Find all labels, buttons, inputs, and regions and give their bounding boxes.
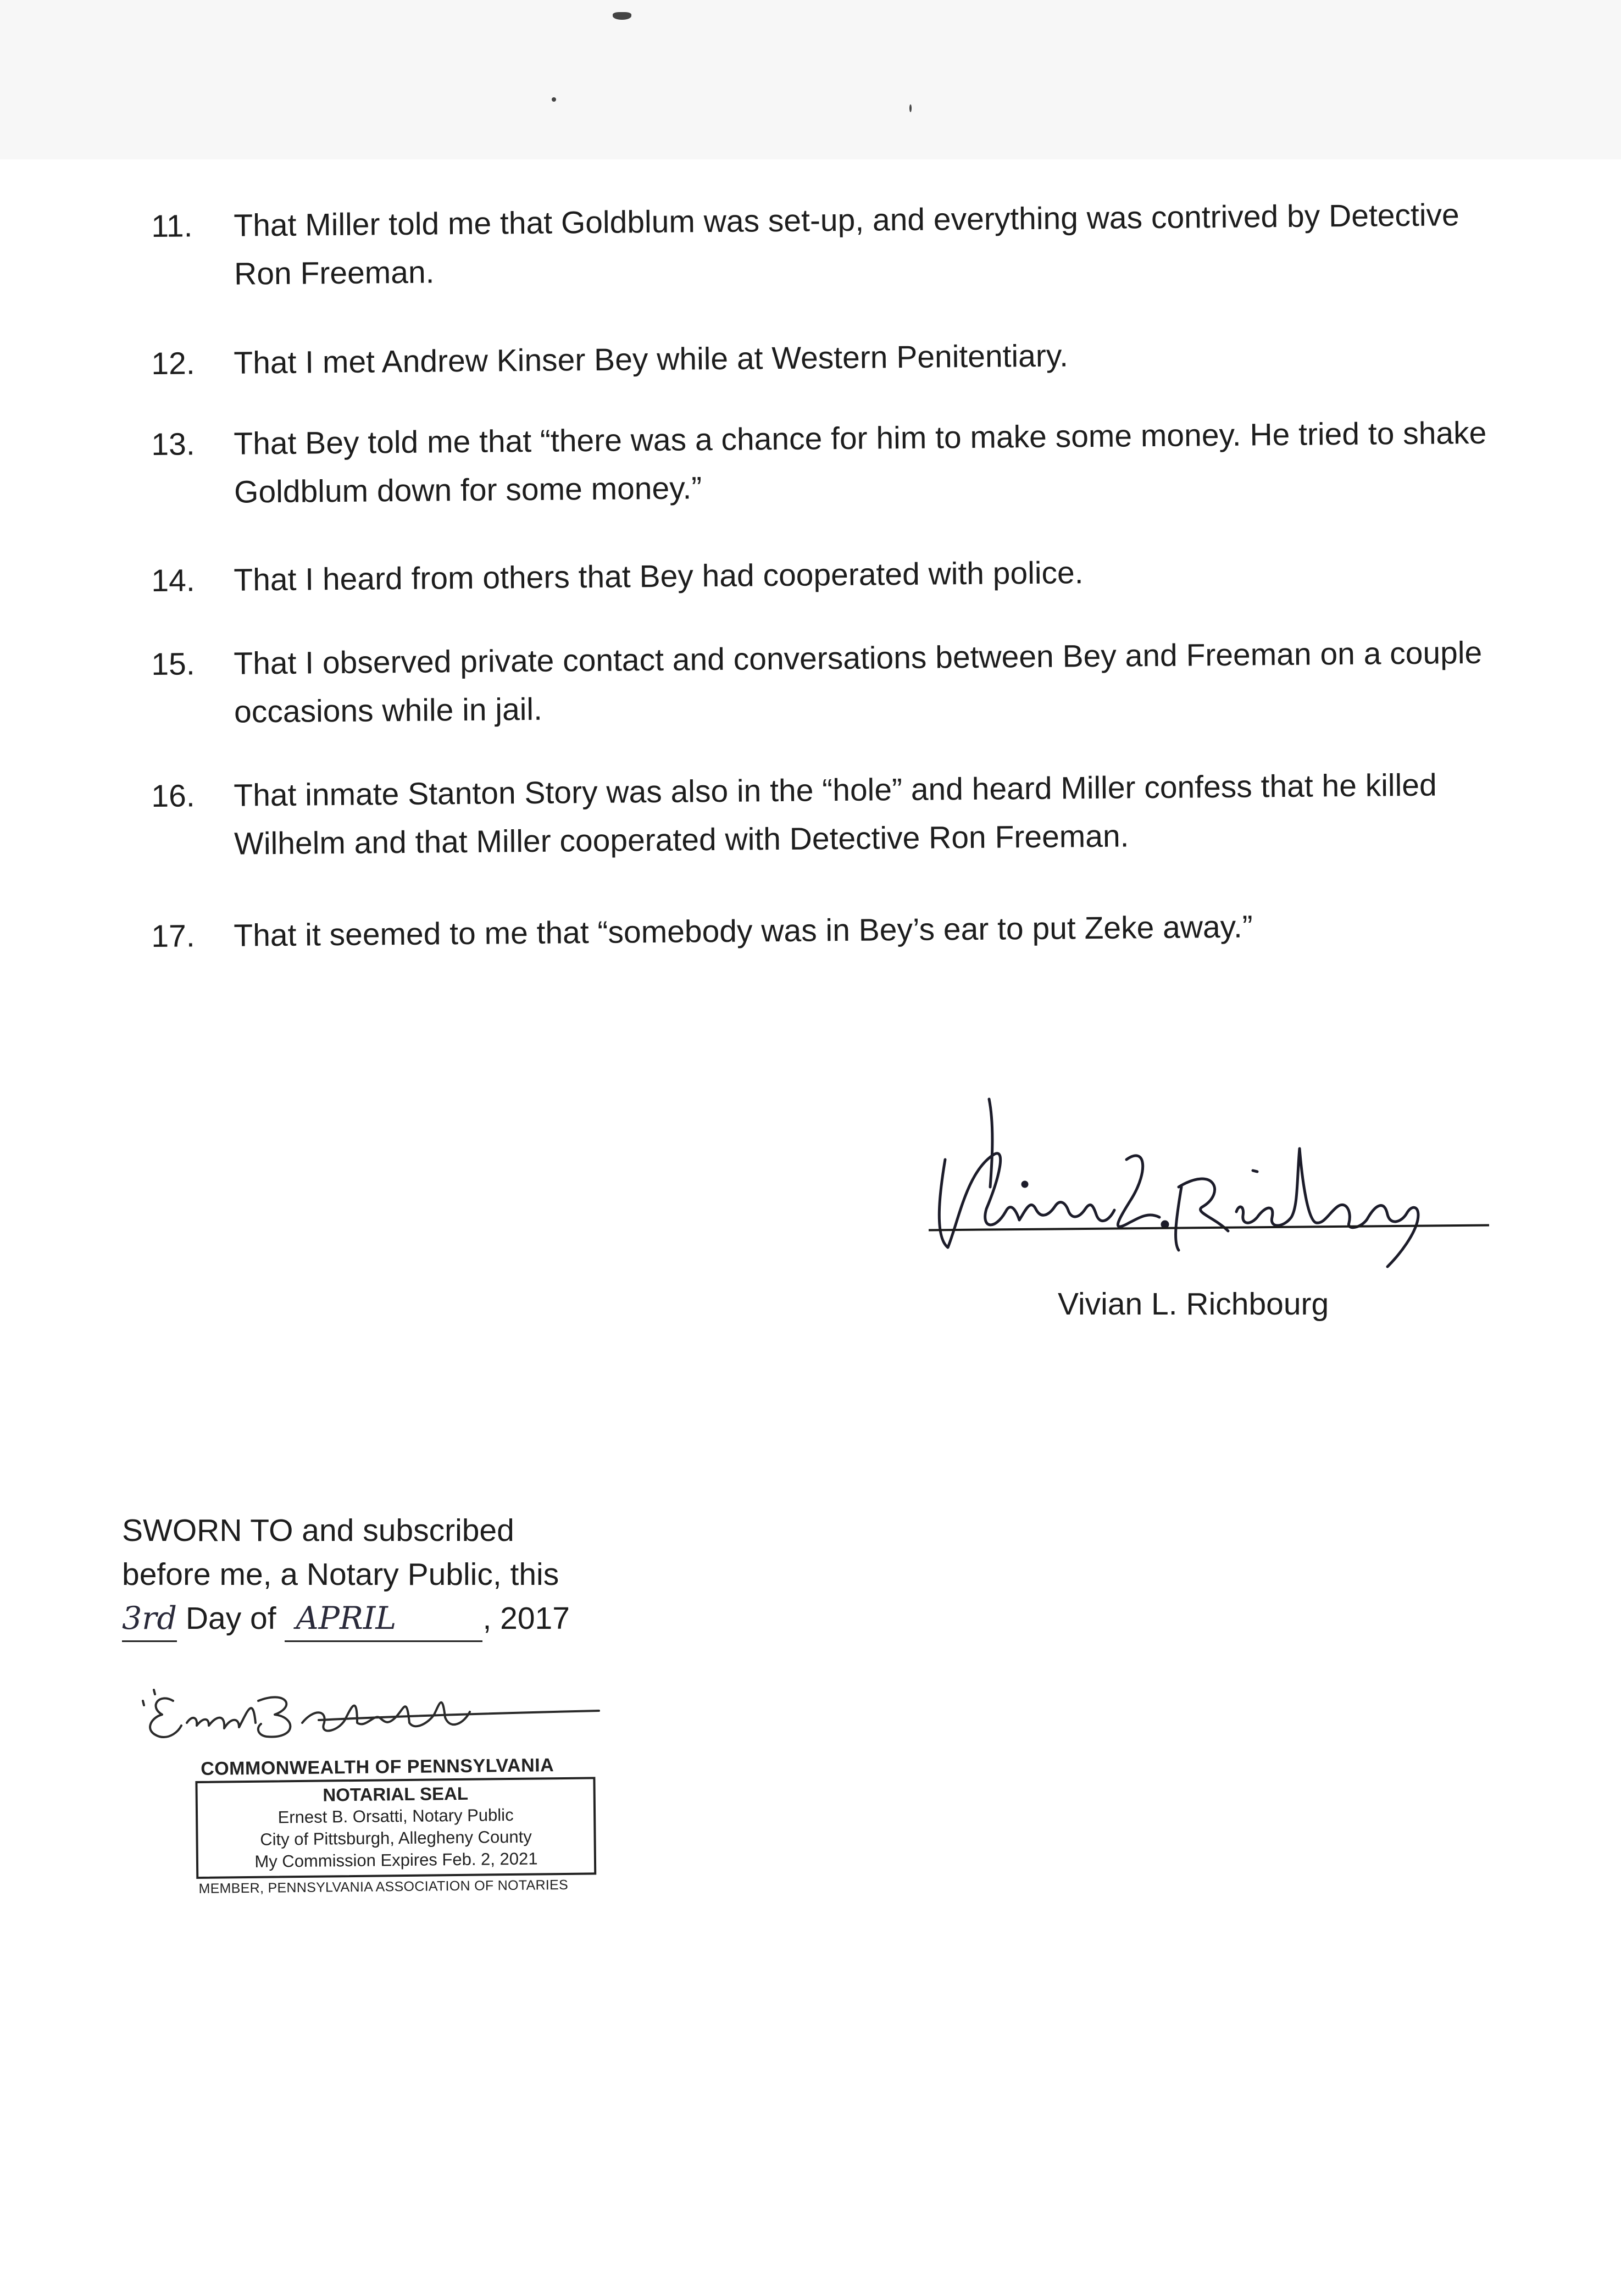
seal-notary-name: Ernest B. Orsatti, Notary Public (277, 1805, 514, 1827)
statement-number: 16. (151, 778, 195, 814)
jurat-year: , 2017 (482, 1601, 570, 1636)
statement-number: 17. (151, 918, 195, 954)
jurat-line-1: SWORN TO and subscribed (122, 1513, 514, 1548)
jurat-block (122, 1509, 671, 1642)
scan-speck (909, 104, 912, 112)
signer-name: Vivian L. Richbourg (1058, 1286, 1329, 1322)
seal-title: NOTARIAL SEAL (323, 1783, 469, 1805)
statement-number: 13. (151, 426, 195, 462)
statement-number: 14. (151, 563, 195, 598)
statement-number: 11. (151, 208, 193, 244)
notary-signature (121, 1662, 615, 1767)
statement-text: That inmate Stanton Story was also in the “hole” and heard Miller confess that he killed Wilhelm and that Miller cooperated with Detective Ron Freeman. (234, 767, 1437, 862)
statement-number: 12. (151, 346, 195, 381)
jurat-day: 3rd (122, 1596, 177, 1642)
statement-16 (151, 761, 1492, 869)
statement-15 (151, 629, 1492, 737)
seal-expiration: My Commission Expires Feb. 2, 2021 (254, 1849, 538, 1871)
statement-11 (151, 191, 1492, 299)
scan-margin-top (0, 0, 1621, 159)
statement-text: That I observed private contact and conversations between Bey and Freeman on a couple occasions while in jail. (234, 635, 1483, 730)
signer-signature (929, 1094, 1500, 1275)
scan-speck (552, 97, 556, 102)
statement-text: That Miller told me that Goldblum was set-up, and everything was contrived by Detective Ron Freeman. (234, 197, 1459, 292)
jurat-line-2: before me, a Notary Public, this (122, 1557, 559, 1592)
statement-13 (151, 409, 1492, 517)
statement-number: 15. (151, 646, 195, 682)
seal-header: COMMONWEALTH OF PENNSYLVANIA (200, 1755, 554, 1779)
seal-footer: MEMBER, PENNSYLVANIA ASSOCIATION OF NOTARIES (198, 1877, 569, 1896)
statement-text: That Bey told me that “there was a chance for him to make some money. He tried to shake Goldblum down for some money.” (234, 415, 1487, 510)
statement-text: That I met Andrew Kinser Bey while at Western Penitentiary. (234, 338, 1069, 381)
jurat-month: APRIL (285, 1596, 482, 1642)
notary-seal (195, 1754, 603, 1897)
statement-text: That I heard from others that Bey had cooperated with police. (234, 555, 1084, 598)
jurat-line-3 (122, 1596, 671, 1642)
seal-box (195, 1777, 596, 1879)
scan-speck (613, 12, 631, 20)
seal-location: City of Pittsburgh, Allegheny County (260, 1827, 532, 1849)
statement-text: That it seemed to me that “somebody was in Bey’s ear to put Zeke away.” (234, 909, 1253, 953)
jurat-day-label: Day of (185, 1601, 276, 1636)
